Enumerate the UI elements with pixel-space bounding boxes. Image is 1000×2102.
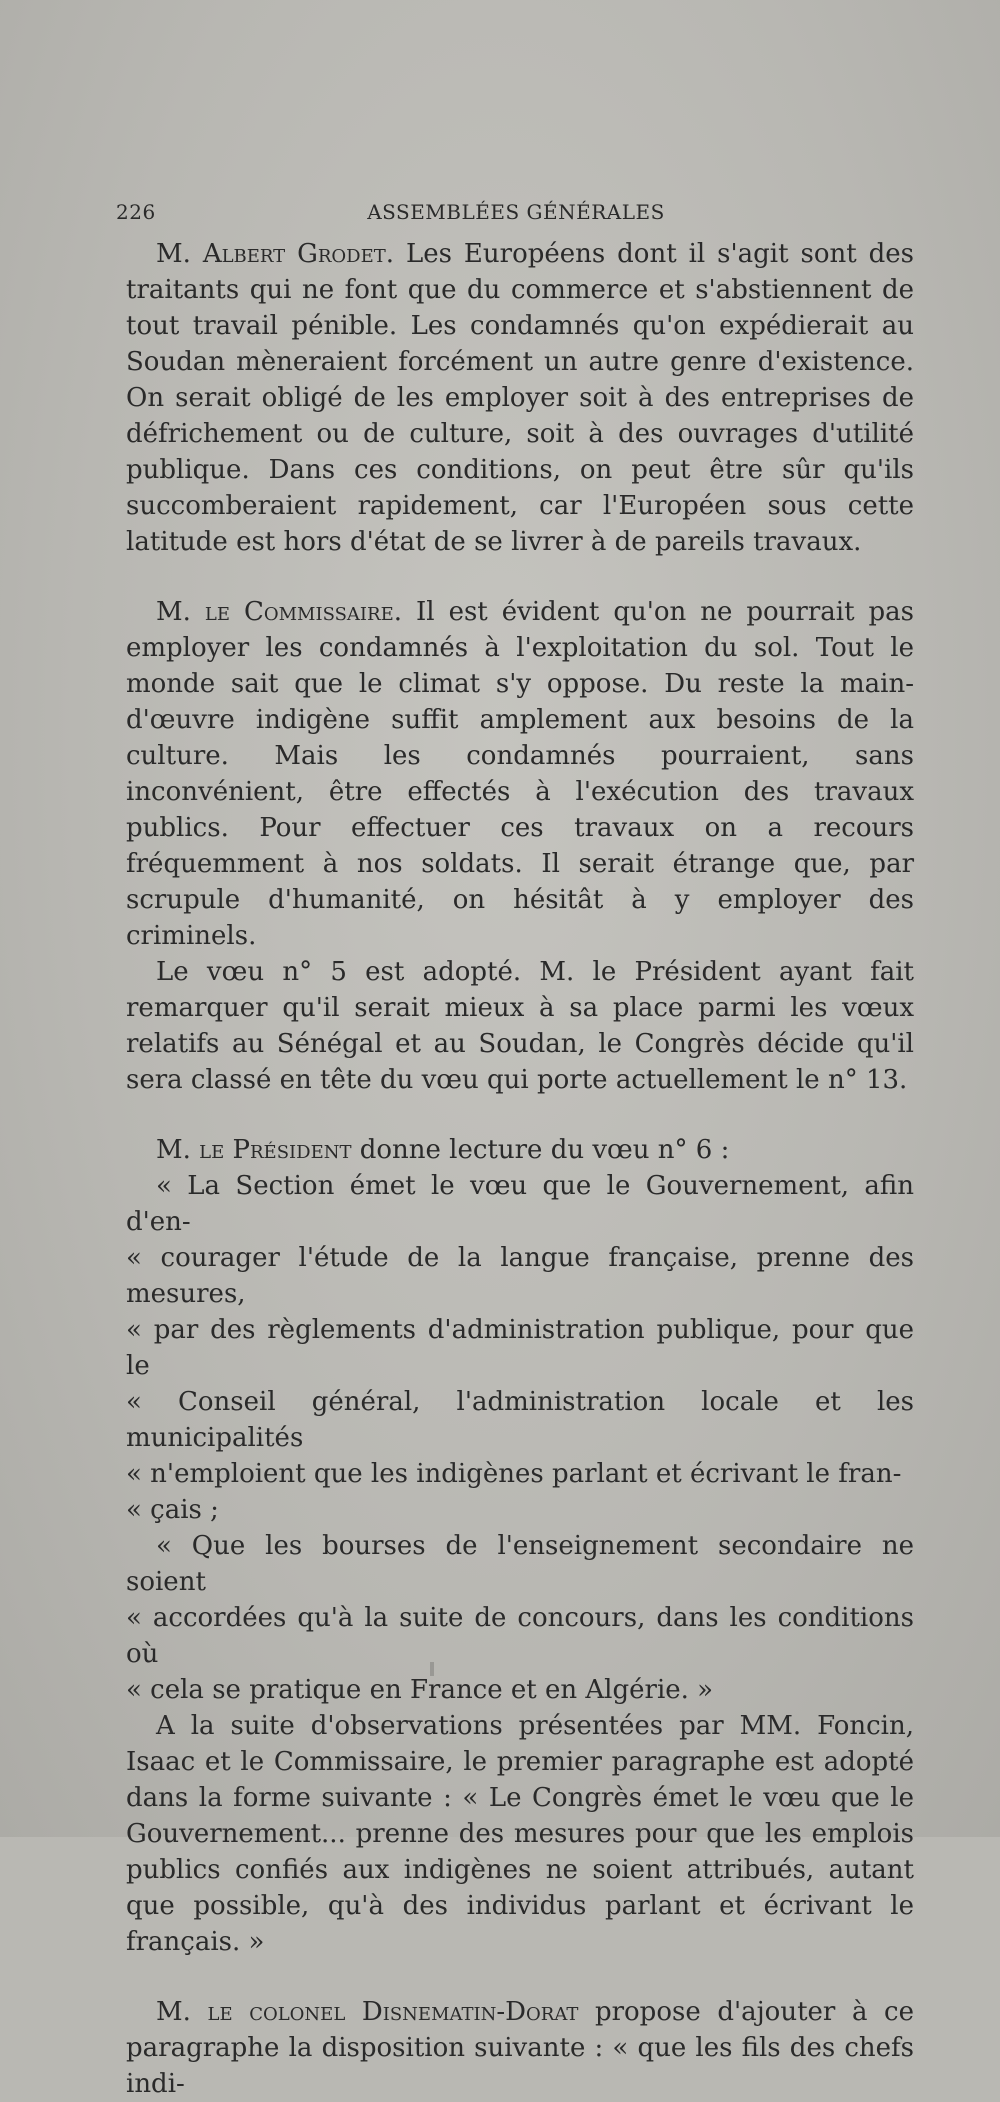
quote-line: « n'emploient que les indigènes parlant et écrivant le fran- bbox=[126, 1459, 902, 1489]
paragraph-text: propose d'ajouter à ce paragraphe la disposition suivante : « que les fils des chefs indi- bbox=[126, 1997, 914, 2099]
quote-line: « La Section émet le vœu que le Gouvernement, afin d'en- bbox=[126, 1171, 914, 1237]
page-header bbox=[116, 200, 916, 228]
paragraph-adoption bbox=[126, 1708, 914, 1960]
quoted-voeu-part-2 bbox=[126, 1528, 914, 1708]
paragraph-text: Le vœu n° 5 est adopté. M. le Président ayant fait remarquer qu'il serait mieux à sa place parmi les vœux relatifs au Sénégal et au Soudan, le Congrès décide qu'il sera classé en tête du vœu qui porte actuellement le n° 13. bbox=[126, 957, 914, 1095]
paragraph-text: Il est évident qu'on ne pourrait pas employer les condamnés à l'exploitation du sol. Tout le monde sait que le climat s'y oppose. Du reste la main-d'œuvre indigène suffit amplement aux besoins de la culture. Mais les condamnés pourraient, sans inconvénient, être effectés à l'exécution des travaux publics. Pour effectuer ces travaux on a recours fréquemment à nos soldats. Il serait étrange que, par scrupule d'humanité, on hésitât à y employer des criminels. bbox=[126, 597, 915, 951]
paper-speck bbox=[430, 1662, 434, 1676]
paragraph-president bbox=[126, 1132, 914, 1168]
page-number: 226 bbox=[116, 200, 156, 224]
speaker-name: M. le Commissaire. bbox=[156, 597, 402, 627]
speaker-name: M. le Président bbox=[156, 1135, 352, 1165]
quote-line: « par des règlements d'administration publique, pour que le bbox=[126, 1315, 914, 1381]
speaker-name: M. le colonel Disnematin-Dorat bbox=[156, 1997, 579, 2027]
quote-line: « courager l'étude de la langue française, prenne des mesures, bbox=[126, 1243, 914, 1309]
quote-line: « accordées qu'à la suite de concours, dans les conditions où bbox=[126, 1603, 914, 1669]
speaker-name: M. Albert Grodet. bbox=[156, 239, 395, 269]
paragraph-commissaire bbox=[126, 594, 914, 954]
quote-line: « Que les bourses de l'enseignement secondaire ne soient bbox=[126, 1531, 914, 1597]
paragraph-text: Les Européens dont il s'agit sont des traitants qui ne font que du commerce et s'abstiennent de tout travail pénible. Les condamnés qu'on expédierait au Soudan mèneraient forcément un autre genre d'existence. On serait obligé de les employer soit à des entreprises de défrichement ou de culture, soit à des ouvrages d'utilité publique. Dans ces conditions, on peut être sûr qu'ils succomberaient rapidement, car l'Européen sous cette latitude est hors d'état de se livrer à de pareils travaux. bbox=[126, 239, 915, 557]
page-body bbox=[126, 236, 914, 2102]
quote-line: « Conseil général, l'administration locale et les municipalités bbox=[126, 1387, 914, 1453]
quote-line: « cela se pratique en France et en Algérie. » bbox=[126, 1675, 714, 1705]
paragraph-grodet bbox=[126, 236, 914, 560]
paragraph-text: A la suite d'observations présentées par MM. Foncin, Isaac et le Commissaire, le premier paragraphe est adopté dans la forme suivante : « Le Congrès émet le vœu que le Gouvernement... prenne des mesures pour que les emplois publics confiés aux indigènes ne soient attribués, autant que possible, qu'à des individus parlant et écrivant le français. » bbox=[126, 1711, 914, 1957]
quote-line: « çais ; bbox=[126, 1495, 219, 1525]
paragraph-colonel bbox=[126, 1994, 914, 2102]
paragraph-voeu-5 bbox=[126, 954, 914, 1098]
running-title: ASSEMBLÉES GÉNÉRALES bbox=[367, 200, 665, 224]
paragraph-text: donne lecture du vœu n° 6 : bbox=[359, 1135, 730, 1165]
quoted-voeu-part-1 bbox=[126, 1168, 914, 1528]
